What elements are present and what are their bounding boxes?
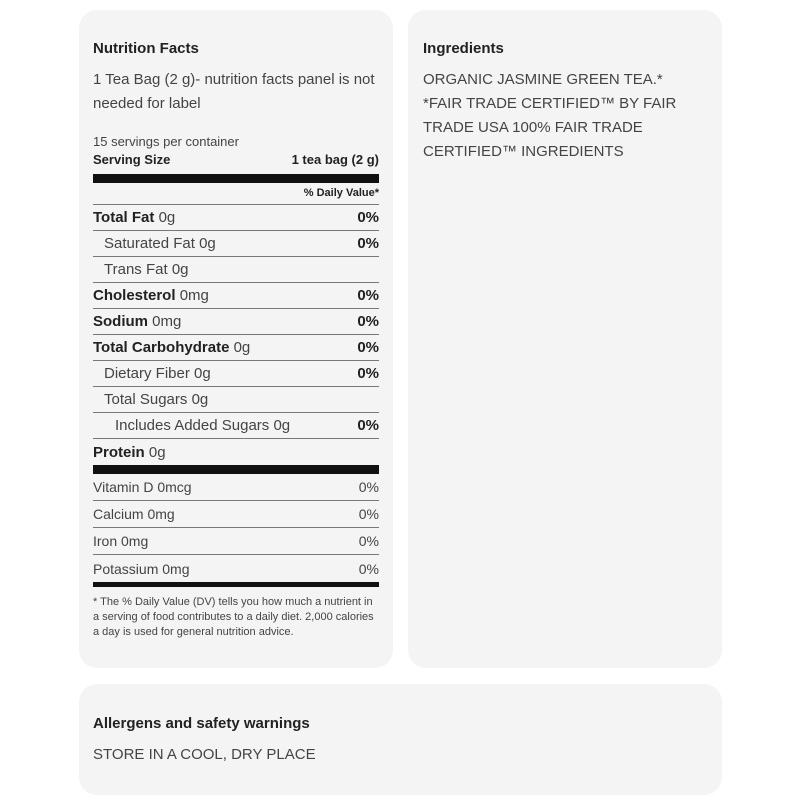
nutrient-amount: 0g: [199, 235, 216, 252]
daily-value-header: % Daily Value*: [93, 183, 379, 205]
vitamin-name: Potassium: [93, 560, 159, 577]
vitamin-amount: 0mg: [121, 533, 149, 549]
nutrient-dv: 0%: [357, 209, 379, 226]
ingredients-card: [408, 10, 722, 668]
vitamin-amount: 0mcg: [157, 479, 192, 495]
nutrient-name: Total Sugars: [104, 391, 188, 408]
nutrient-name: Total Carbohydrate: [93, 339, 230, 356]
nutrient-amount: 0g: [273, 417, 291, 434]
nutrient-name: Trans Fat: [104, 261, 168, 278]
ingredients-text: ORGANIC JASMINE GREEN TEA.* *FAIR TRADE CERTIFIED™ BY FAIR TRADE USA 100% FAIR TRADE CERTIFIED™ INGREDIENTS: [423, 71, 677, 160]
daily-value-footnote: * The % Daily Value (DV) tells you how much a nutrient in a serving of food contributes to a daily diet. 2,000 calories a day is used for general nutrition advice.: [93, 596, 374, 638]
allergens-title: Allergens and safety warnings: [93, 715, 310, 732]
nutrient-dv: 0%: [357, 235, 379, 252]
nutrition-facts-card: [79, 10, 393, 668]
allergens-text: STORE IN A COOL, DRY PLACE: [93, 746, 316, 763]
vitamin-row-vitamin-d: [93, 474, 379, 501]
nutrient-dv: 0%: [357, 339, 379, 356]
nutrient-name: Total Fat: [93, 209, 155, 226]
servings-per-container: 15 servings per container: [93, 134, 239, 149]
divider-thick: [93, 465, 379, 474]
nutrient-dv: 0%: [357, 287, 379, 304]
nutrient-row-protein: [93, 439, 379, 465]
nutrition-facts-title: Nutrition Facts: [93, 40, 199, 57]
nutrient-amount: 0g: [194, 365, 211, 382]
nutrient-row-cholesterol: [93, 283, 379, 309]
ingredients-title: Ingredients: [423, 40, 504, 57]
nutrient-amount: 0g: [233, 339, 251, 356]
nutrient-row-dietary-fiber: [93, 361, 379, 387]
divider-medium: [93, 582, 379, 587]
nutrient-amount: 0g: [171, 261, 189, 278]
nutrient-name: Sodium: [93, 313, 148, 330]
nutrient-amount: 0mg: [152, 313, 182, 330]
nutrient-row-trans-fat: [93, 257, 379, 283]
nutrient-row-total-sugars: [93, 387, 379, 413]
vitamin-dv: 0%: [358, 560, 379, 577]
serving-size-row: [93, 152, 379, 168]
nutrient-dv: 0%: [357, 313, 379, 330]
vitamin-row-iron: [93, 528, 379, 555]
vitamin-row-potassium: [93, 555, 379, 582]
vitamin-amount: 0mg: [147, 506, 175, 522]
nutrient-amount: 0g: [158, 209, 176, 226]
nutrient-dv: 0%: [357, 365, 379, 382]
nutrient-row-total-carbohydrate: [93, 335, 379, 361]
vitamin-dv: 0%: [358, 479, 379, 495]
nutrient-name: Saturated Fat: [104, 235, 195, 252]
vitamin-row-calcium: [93, 501, 379, 528]
nutrient-row-sodium: [93, 309, 379, 335]
vitamin-dv: 0%: [358, 533, 379, 549]
vitamin-name: Iron: [93, 533, 118, 549]
divider-thick: [93, 174, 379, 183]
nutrient-amount: 0mg: [179, 287, 209, 304]
nutrition-subtitle: 1 Tea Bag (2 g)- nutrition facts panel is not needed for label: [93, 71, 375, 112]
nutrient-row-added-sugars: [93, 413, 379, 439]
nutrient-name: Cholesterol: [93, 287, 176, 304]
nutrient-name: Dietary Fiber: [104, 365, 190, 382]
nutrient-dv: 0%: [357, 417, 379, 434]
nutrient-amount: 0g: [148, 443, 166, 461]
serving-size-label: Serving Size: [93, 152, 171, 167]
vitamin-name: Vitamin D: [93, 479, 154, 495]
allergens-card: [79, 684, 722, 795]
nutrient-row-saturated-fat: [93, 231, 379, 257]
vitamin-amount: 0mg: [162, 560, 190, 577]
serving-size-value: 1 tea bag (2 g): [291, 152, 379, 167]
vitamin-name: Calcium: [93, 506, 144, 522]
nutrient-name: Includes Added Sugars: [115, 417, 270, 434]
nutrient-name: Protein: [93, 443, 145, 461]
vitamin-dv: 0%: [358, 506, 379, 522]
nutrient-row-total-fat: [93, 205, 379, 231]
nutrient-amount: 0g: [191, 391, 209, 408]
